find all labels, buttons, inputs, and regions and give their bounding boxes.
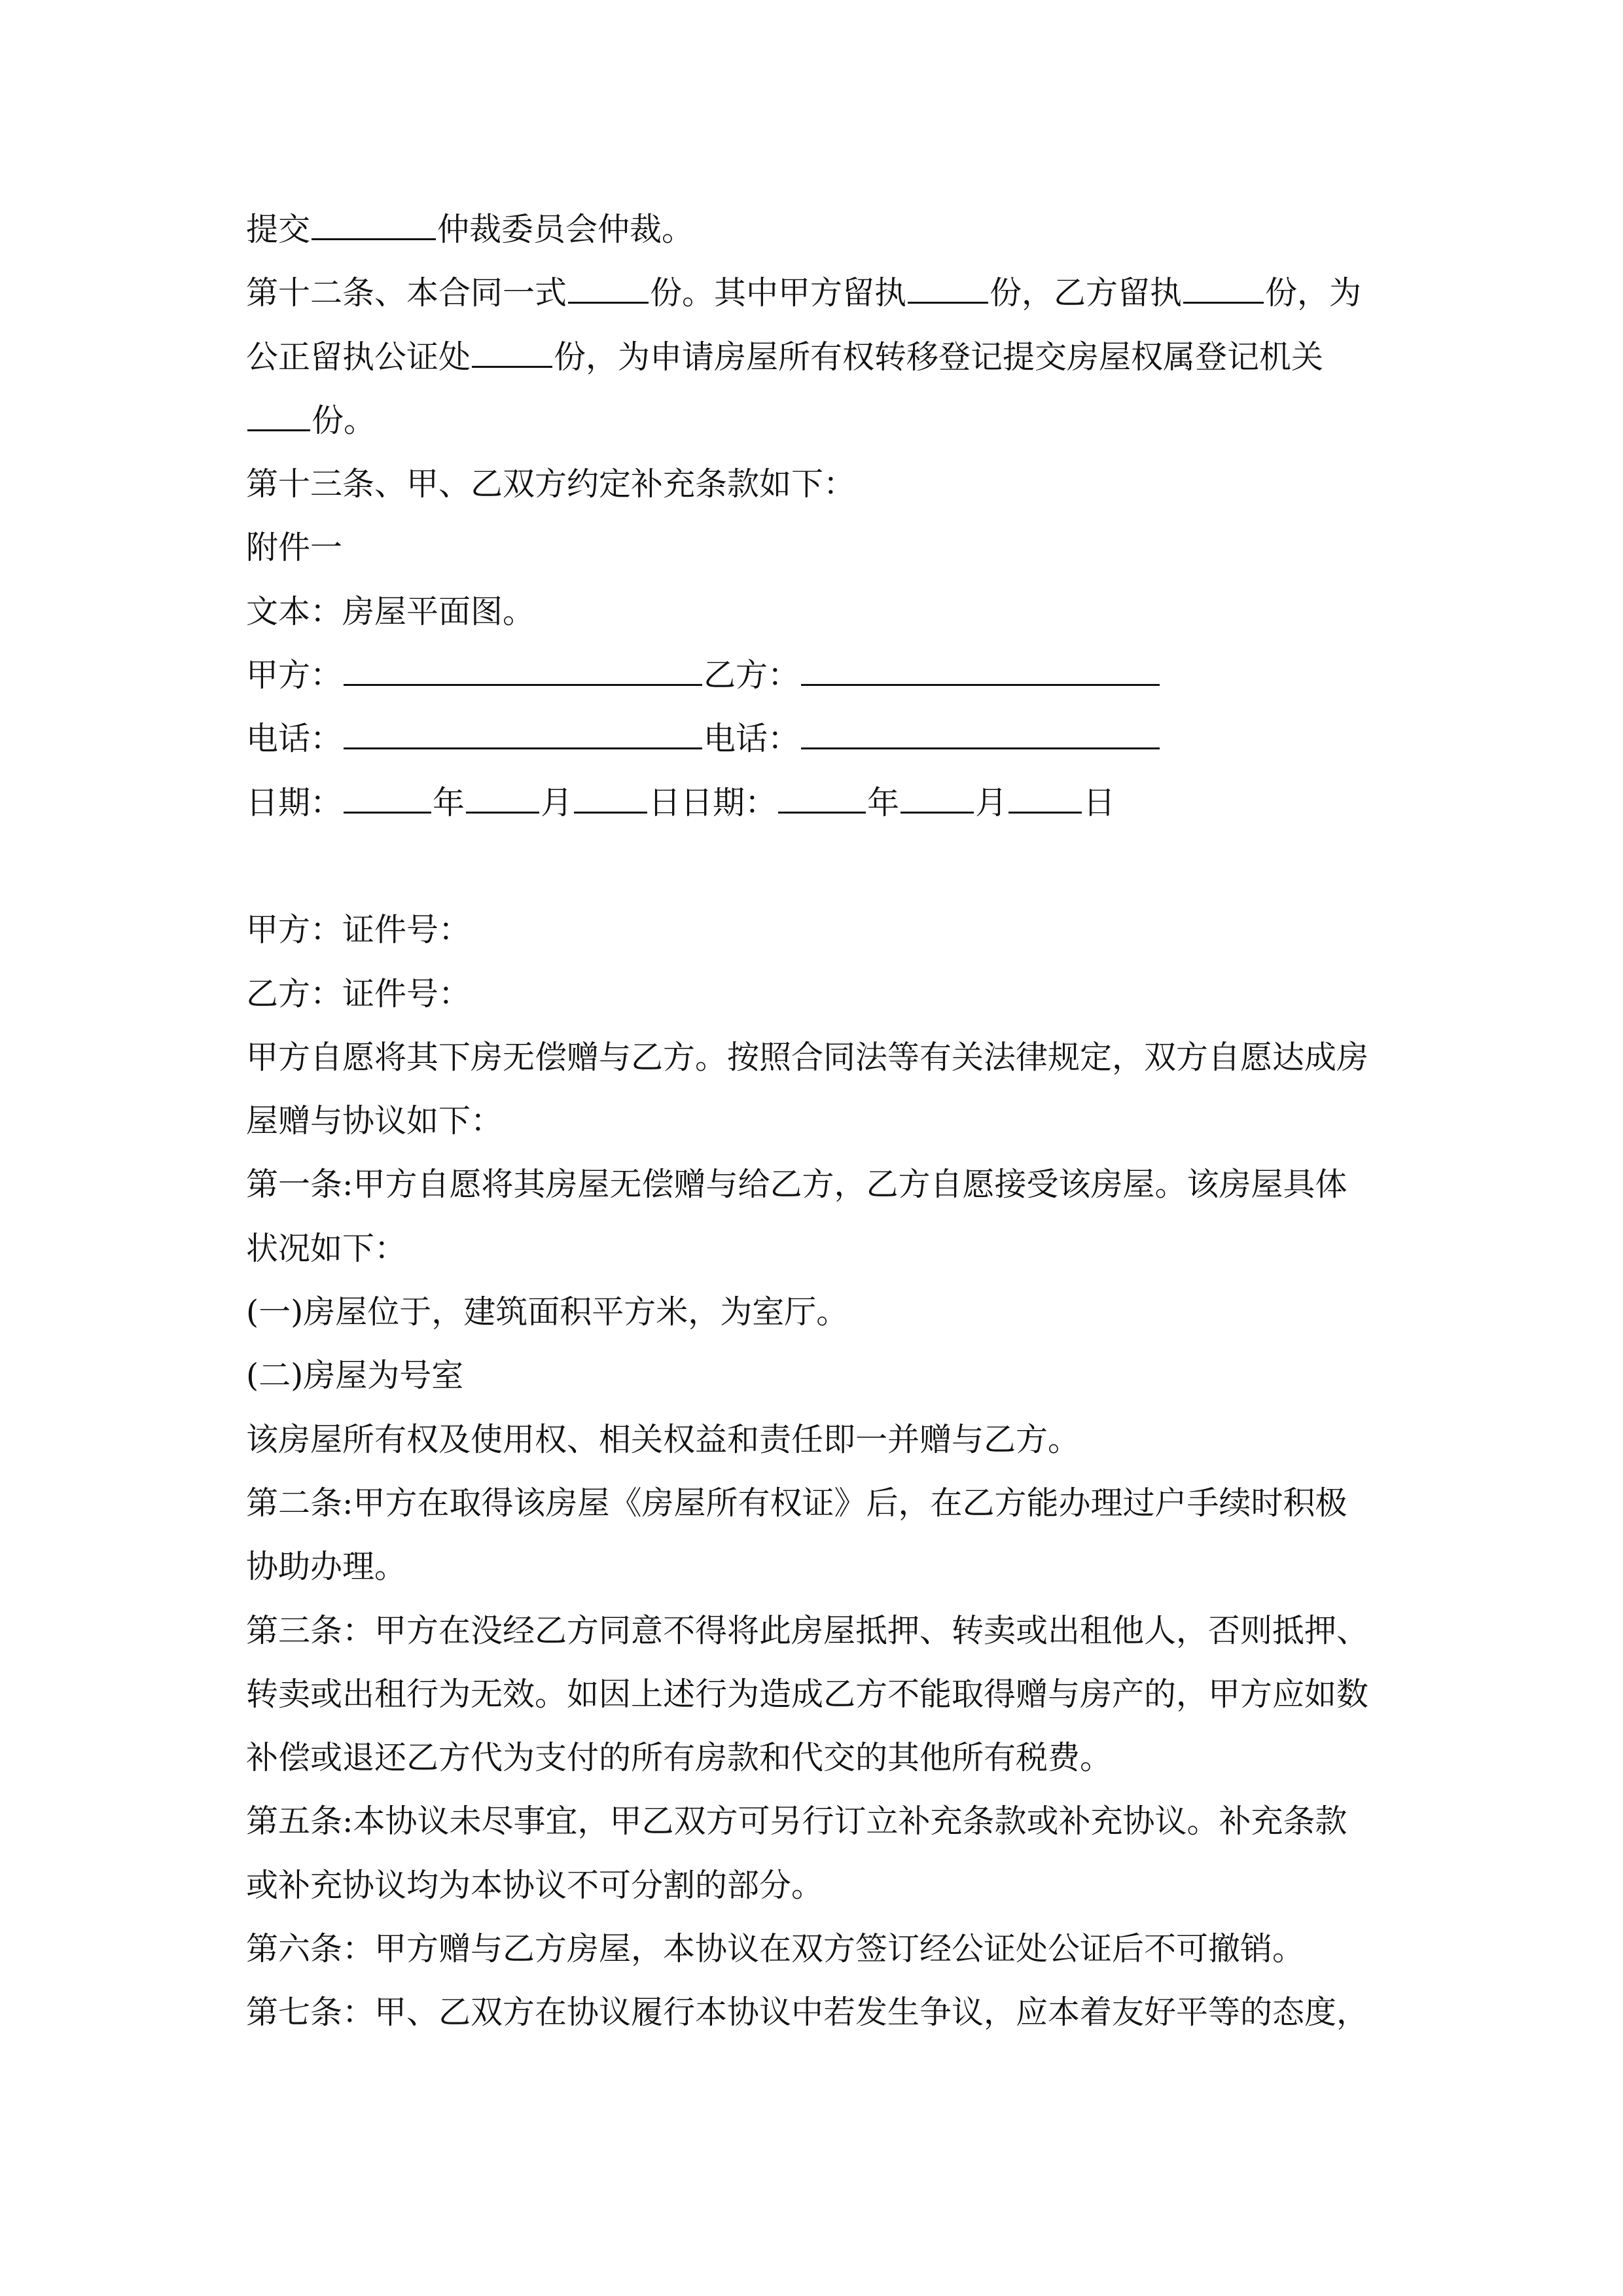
fill-in-blank — [344, 683, 702, 686]
fill-in-blank — [344, 747, 702, 749]
fill-in-blank — [466, 811, 539, 814]
text-segment: 第五条:本协议未尽事宜，甲乙双方可另行订立补充条款或补充协议。补充条款 — [246, 1803, 1347, 1840]
fill-in-blank — [472, 365, 552, 368]
text-segment: 第一条:甲方自愿将其房屋无偿赠与给乙方，乙方自愿接受该房屋。该房屋具体 — [246, 1166, 1347, 1204]
text-segment: 月 — [541, 783, 573, 821]
text-segment: 文本：房屋平面图。 — [246, 592, 535, 630]
text-segment: 公正留执公证处 — [246, 338, 471, 376]
text-segment: 月 — [975, 783, 1008, 821]
text-line — [246, 1981, 1427, 2044]
text-line — [246, 1408, 1427, 1471]
text-line — [246, 1280, 1427, 1344]
text-segment: 日期： — [246, 783, 343, 821]
fill-in-blank — [312, 238, 436, 240]
text-line — [246, 1344, 1427, 1407]
text-segment: 状况如下： — [246, 1229, 407, 1267]
text-line — [246, 1535, 1427, 1598]
text-segment: 附件一 — [246, 529, 343, 567]
fill-in-blank — [344, 811, 431, 814]
text-segment: 乙方：证件号： — [246, 975, 471, 1013]
text-line — [246, 198, 1427, 261]
document-body — [246, 198, 1427, 2045]
text-segment: (一)房屋位于，建筑面积平方米，为室厅。 — [246, 1293, 849, 1331]
fill-in-blank — [901, 811, 974, 814]
fill-in-blank — [1183, 301, 1264, 304]
fill-in-blank — [801, 683, 1160, 686]
text-line — [246, 898, 1427, 961]
text-line — [246, 1789, 1427, 1853]
text-line — [246, 1471, 1427, 1535]
text-line — [246, 1026, 1427, 1089]
fill-in-blank — [801, 747, 1160, 749]
text-segment: 第十二条、本合同一式 — [246, 274, 567, 312]
fill-in-blank — [574, 811, 647, 814]
text-segment: 第三条：甲方在没经乙方同意不得将此房屋抵押、转卖或出租他人，否则抵押、 — [246, 1611, 1369, 1649]
text-line — [246, 1599, 1427, 1662]
text-line — [246, 516, 1427, 579]
fill-in-blank — [568, 301, 649, 304]
fill-in-blank — [778, 811, 866, 814]
text-segment: 日日期： — [649, 783, 777, 821]
text-segment: 电话： — [704, 720, 800, 758]
text-line — [246, 1854, 1427, 1917]
text-segment: 屋赠与协议如下： — [246, 1102, 503, 1140]
text-segment: 日 — [1083, 783, 1116, 821]
text-segment: 份。 — [312, 401, 376, 439]
text-segment: 提交 — [246, 211, 311, 248]
text-line — [246, 1662, 1427, 1726]
fill-in-blank — [1008, 811, 1082, 814]
text-line — [246, 643, 1427, 707]
text-segment: 协助办理。 — [246, 1548, 407, 1586]
text-segment: 年 — [433, 783, 465, 821]
text-line — [246, 707, 1427, 770]
text-line — [246, 580, 1427, 643]
blank-line — [246, 834, 1427, 898]
text-segment: 第七条：甲、乙双方在协议履行本协议中若发生争议，应本着友好平等的态度， — [246, 1994, 1369, 2032]
text-segment: 乙方： — [704, 656, 800, 694]
fill-in-blank — [908, 301, 988, 304]
text-segment: 甲方自愿将其下房无偿赠与乙方。按照合同法等有关法律规定，双方自愿达成房 — [246, 1038, 1369, 1076]
text-line — [246, 389, 1427, 452]
text-segment: (二)房屋为号室 — [246, 1357, 464, 1395]
text-segment: 份，为申请房屋所有权转移登记提交房屋权属登记机关 — [554, 338, 1324, 376]
text-line — [246, 1153, 1427, 1216]
text-line — [246, 1089, 1427, 1153]
text-segment: 份。其中甲方留执 — [650, 274, 907, 312]
text-segment: 份，乙方留执 — [990, 274, 1183, 312]
text-line — [246, 452, 1427, 516]
fill-in-blank — [247, 429, 310, 431]
text-line — [246, 325, 1427, 389]
text-segment: 仲裁委员会仲裁。 — [437, 211, 694, 248]
text-segment: 电话： — [246, 720, 343, 758]
text-segment: 第六条：甲方赠与乙方房屋，本协议在双方签订经公证处公证后不可撤销。 — [246, 1930, 1305, 1968]
text-line — [246, 771, 1427, 834]
text-segment: 年 — [867, 783, 900, 821]
text-segment: 份，为 — [1265, 274, 1362, 312]
text-segment: 转卖或出租行为无效。如因上述行为造成乙方不能取得赠与房产的，甲方应如数 — [246, 1675, 1369, 1713]
text-line — [246, 962, 1427, 1026]
text-segment: 第二条:甲方在取得该房屋《房屋所有权证》后，在乙方能办理过户手续时积极 — [246, 1484, 1347, 1522]
text-line — [246, 1726, 1427, 1789]
text-line — [246, 261, 1427, 325]
text-segment: 该房屋所有权及使用权、相关权益和责任即一并赠与乙方。 — [246, 1420, 1080, 1458]
text-segment: 甲方： — [246, 656, 343, 694]
text-segment: 或补充协议均为本协议不可分割的部分。 — [246, 1866, 824, 1904]
text-segment: 第十三条、甲、乙双方约定补充条款如下： — [246, 465, 856, 503]
text-segment: 甲方：证件号： — [246, 911, 471, 949]
text-line — [246, 1917, 1427, 1981]
text-line — [246, 1217, 1427, 1280]
text-segment: 补偿或退还乙方代为支付的所有房款和代交的其他所有税费。 — [246, 1739, 1113, 1777]
